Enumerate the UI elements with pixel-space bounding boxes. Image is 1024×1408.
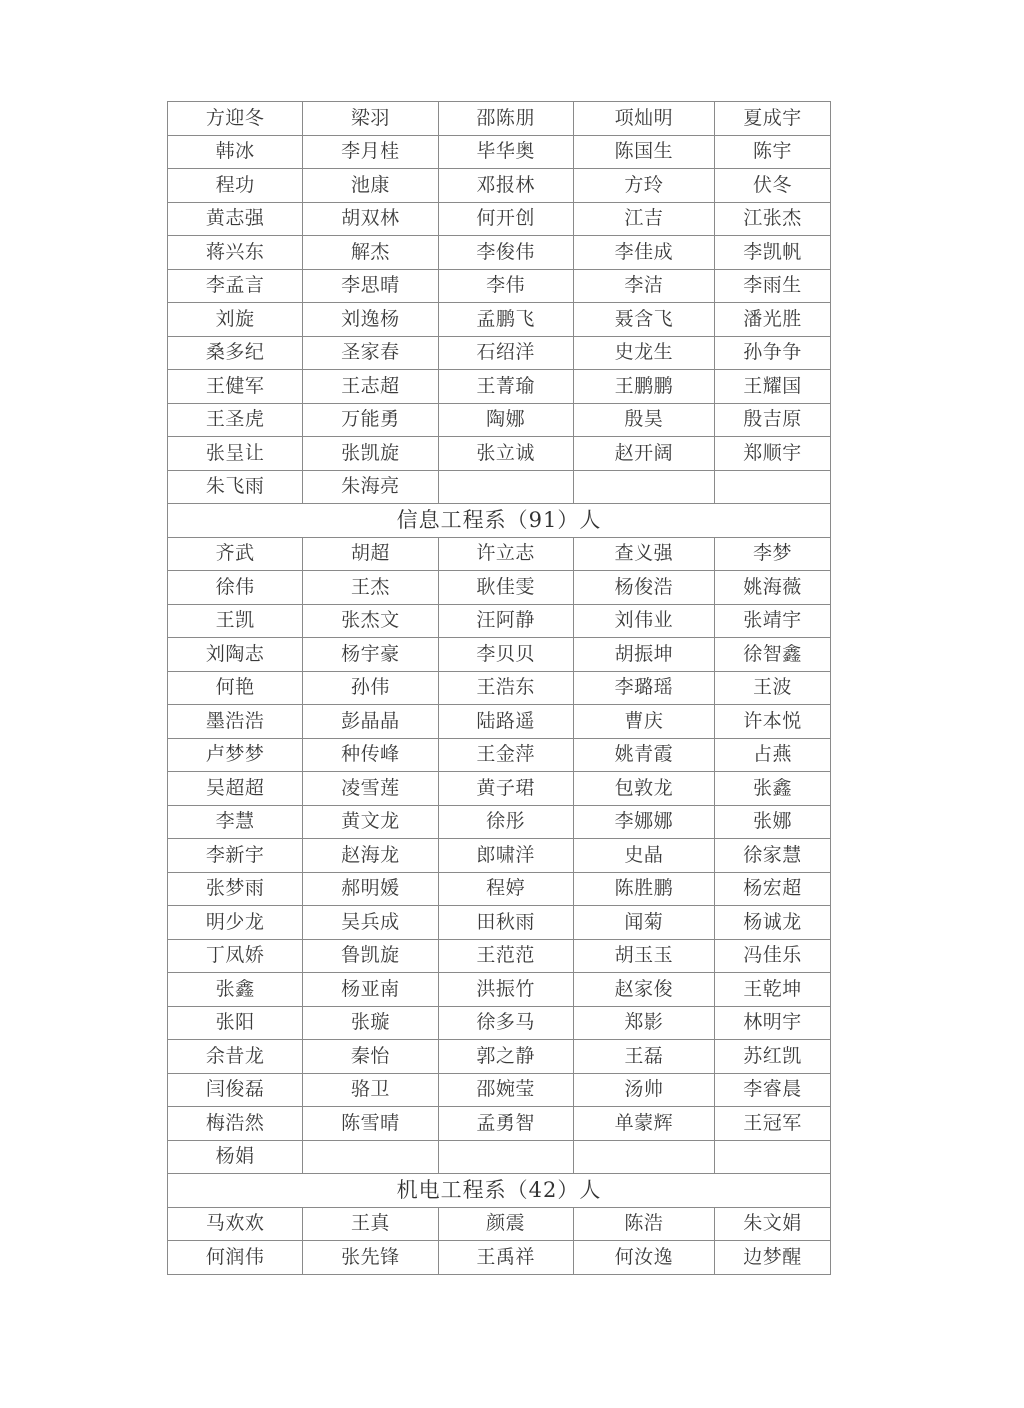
name-cell: 李睿晨 bbox=[714, 1073, 830, 1107]
name-cell: 颜震 bbox=[438, 1207, 573, 1241]
name-cell: 王凯 bbox=[168, 604, 303, 638]
name-cell: 耿佳雯 bbox=[438, 571, 573, 605]
name-cell: 陶娜 bbox=[438, 403, 573, 437]
name-cell: 孙争争 bbox=[714, 336, 830, 370]
name-cell: 张靖宇 bbox=[714, 604, 830, 638]
name-cell: 殷吉原 bbox=[714, 403, 830, 437]
name-cell: 王圣虎 bbox=[168, 403, 303, 437]
name-cell: 孟鹏飞 bbox=[438, 303, 573, 337]
name-cell: 张立诚 bbox=[438, 437, 573, 471]
table-row bbox=[168, 470, 831, 504]
name-cell: 许本悦 bbox=[714, 705, 830, 739]
name-cell: 张呈让 bbox=[168, 437, 303, 471]
roster-body bbox=[168, 102, 831, 1275]
name-cell: 王志超 bbox=[303, 370, 438, 404]
table-row bbox=[168, 403, 831, 437]
name-cell: 苏红凯 bbox=[714, 1040, 830, 1074]
name-cell: 杨宏超 bbox=[714, 872, 830, 906]
name-cell: 江张杰 bbox=[714, 202, 830, 236]
name-cell: 赵海龙 bbox=[303, 839, 438, 873]
name-cell: 陈国生 bbox=[573, 135, 714, 169]
name-cell: 江吉 bbox=[573, 202, 714, 236]
name-cell: 邓报林 bbox=[438, 169, 573, 203]
name-cell: 李梦 bbox=[714, 537, 830, 571]
name-cell: 鲁凯旋 bbox=[303, 939, 438, 973]
name-cell: 李慧 bbox=[168, 805, 303, 839]
name-cell: 李洁 bbox=[573, 269, 714, 303]
name-cell: 汪阿静 bbox=[438, 604, 573, 638]
table-row bbox=[168, 973, 831, 1007]
name-cell: 王范范 bbox=[438, 939, 573, 973]
name-cell: 闫俊磊 bbox=[168, 1073, 303, 1107]
empty-cell bbox=[714, 1140, 830, 1174]
empty-cell bbox=[438, 1140, 573, 1174]
name-cell: 胡振坤 bbox=[573, 638, 714, 672]
name-cell: 汤帅 bbox=[573, 1073, 714, 1107]
table-row bbox=[168, 236, 831, 270]
name-cell: 梅浩然 bbox=[168, 1107, 303, 1141]
name-cell: 陈宇 bbox=[714, 135, 830, 169]
name-cell: 种传峰 bbox=[303, 738, 438, 772]
name-cell: 圣家春 bbox=[303, 336, 438, 370]
name-cell: 杨诚龙 bbox=[714, 906, 830, 940]
name-cell: 张鑫 bbox=[714, 772, 830, 806]
name-cell: 郝明媛 bbox=[303, 872, 438, 906]
name-cell: 占燕 bbox=[714, 738, 830, 772]
name-cell: 吴兵成 bbox=[303, 906, 438, 940]
name-cell: 马欢欢 bbox=[168, 1207, 303, 1241]
table-row bbox=[168, 1073, 831, 1107]
name-cell: 夏成宇 bbox=[714, 102, 830, 136]
table-row bbox=[168, 638, 831, 672]
name-cell: 程功 bbox=[168, 169, 303, 203]
name-cell: 胡玉玉 bbox=[573, 939, 714, 973]
name-cell: 张杰文 bbox=[303, 604, 438, 638]
name-cell: 池康 bbox=[303, 169, 438, 203]
name-cell: 毕华奥 bbox=[438, 135, 573, 169]
name-cell: 徐多马 bbox=[438, 1006, 573, 1040]
table-row bbox=[168, 102, 831, 136]
name-cell: 桑多纪 bbox=[168, 336, 303, 370]
name-cell: 邵婉莹 bbox=[438, 1073, 573, 1107]
name-cell: 李佳成 bbox=[573, 236, 714, 270]
name-cell: 李娜娜 bbox=[573, 805, 714, 839]
empty-cell bbox=[714, 470, 830, 504]
name-cell: 王真 bbox=[303, 1207, 438, 1241]
name-cell: 骆卫 bbox=[303, 1073, 438, 1107]
table-row bbox=[168, 269, 831, 303]
name-cell: 洪振竹 bbox=[438, 973, 573, 1007]
name-cell: 明少龙 bbox=[168, 906, 303, 940]
table-row bbox=[168, 303, 831, 337]
name-cell: 何润伟 bbox=[168, 1241, 303, 1275]
name-cell: 郎啸洋 bbox=[438, 839, 573, 873]
table-row bbox=[168, 169, 831, 203]
name-cell: 李璐瑶 bbox=[573, 671, 714, 705]
name-cell: 聂含飞 bbox=[573, 303, 714, 337]
name-cell: 丁凤娇 bbox=[168, 939, 303, 973]
name-cell: 王健军 bbox=[168, 370, 303, 404]
section-header-row bbox=[168, 504, 831, 538]
name-cell: 孟勇智 bbox=[438, 1107, 573, 1141]
name-cell: 徐伟 bbox=[168, 571, 303, 605]
name-cell: 陆路遥 bbox=[438, 705, 573, 739]
table-row bbox=[168, 537, 831, 571]
table-row bbox=[168, 571, 831, 605]
name-cell: 黄志强 bbox=[168, 202, 303, 236]
name-cell: 王磊 bbox=[573, 1040, 714, 1074]
name-cell: 项灿明 bbox=[573, 102, 714, 136]
table-row bbox=[168, 1040, 831, 1074]
table-row bbox=[168, 202, 831, 236]
name-cell: 王金萍 bbox=[438, 738, 573, 772]
name-cell: 杨娟 bbox=[168, 1140, 303, 1174]
table-row bbox=[168, 906, 831, 940]
roster-table bbox=[167, 101, 831, 1275]
name-cell: 杨俊浩 bbox=[573, 571, 714, 605]
name-cell: 姚青霞 bbox=[573, 738, 714, 772]
section-title: 信息工程系（91）人 bbox=[168, 504, 831, 538]
name-cell: 李贝贝 bbox=[438, 638, 573, 672]
name-cell: 徐家慧 bbox=[714, 839, 830, 873]
table-row bbox=[168, 805, 831, 839]
name-cell: 孙伟 bbox=[303, 671, 438, 705]
name-cell: 彭晶晶 bbox=[303, 705, 438, 739]
name-cell: 陈胜鹏 bbox=[573, 872, 714, 906]
name-cell: 王杰 bbox=[303, 571, 438, 605]
name-cell: 方迎冬 bbox=[168, 102, 303, 136]
name-cell: 徐智鑫 bbox=[714, 638, 830, 672]
name-cell: 王耀国 bbox=[714, 370, 830, 404]
name-cell: 李俊伟 bbox=[438, 236, 573, 270]
name-cell: 闻菊 bbox=[573, 906, 714, 940]
name-cell: 郑影 bbox=[573, 1006, 714, 1040]
name-cell: 齐武 bbox=[168, 537, 303, 571]
name-cell: 曹庆 bbox=[573, 705, 714, 739]
name-cell: 史龙生 bbox=[573, 336, 714, 370]
name-cell: 张鑫 bbox=[168, 973, 303, 1007]
name-cell: 李月桂 bbox=[303, 135, 438, 169]
name-cell: 胡超 bbox=[303, 537, 438, 571]
table-row bbox=[168, 1006, 831, 1040]
name-cell: 蒋兴东 bbox=[168, 236, 303, 270]
empty-cell bbox=[573, 1140, 714, 1174]
name-cell: 赵家俊 bbox=[573, 973, 714, 1007]
name-cell: 李新宇 bbox=[168, 839, 303, 873]
name-cell: 韩冰 bbox=[168, 135, 303, 169]
name-cell: 张梦雨 bbox=[168, 872, 303, 906]
name-cell: 邵陈朋 bbox=[438, 102, 573, 136]
name-cell: 郭之静 bbox=[438, 1040, 573, 1074]
name-cell: 李思晴 bbox=[303, 269, 438, 303]
name-cell: 郑顺宇 bbox=[714, 437, 830, 471]
table-row bbox=[168, 772, 831, 806]
name-cell: 刘旋 bbox=[168, 303, 303, 337]
table-row bbox=[168, 671, 831, 705]
table-row bbox=[168, 336, 831, 370]
name-cell: 解杰 bbox=[303, 236, 438, 270]
name-cell: 万能勇 bbox=[303, 403, 438, 437]
name-cell: 朱海亮 bbox=[303, 470, 438, 504]
name-cell: 黄子珺 bbox=[438, 772, 573, 806]
name-cell: 卢梦梦 bbox=[168, 738, 303, 772]
name-cell: 张璇 bbox=[303, 1006, 438, 1040]
name-cell: 张凯旋 bbox=[303, 437, 438, 471]
name-cell: 墨浩浩 bbox=[168, 705, 303, 739]
table-row bbox=[168, 1107, 831, 1141]
section-header-row bbox=[168, 1174, 831, 1208]
name-cell: 何艳 bbox=[168, 671, 303, 705]
name-cell: 王菁瑜 bbox=[438, 370, 573, 404]
name-cell: 李孟言 bbox=[168, 269, 303, 303]
name-cell: 张阳 bbox=[168, 1006, 303, 1040]
name-cell: 李雨生 bbox=[714, 269, 830, 303]
table-row bbox=[168, 437, 831, 471]
name-cell: 王波 bbox=[714, 671, 830, 705]
name-cell: 林明宇 bbox=[714, 1006, 830, 1040]
name-cell: 杨亚南 bbox=[303, 973, 438, 1007]
name-cell: 吴超超 bbox=[168, 772, 303, 806]
table-row bbox=[168, 1241, 831, 1275]
name-cell: 胡双林 bbox=[303, 202, 438, 236]
name-cell: 姚海薇 bbox=[714, 571, 830, 605]
name-cell: 冯佳乐 bbox=[714, 939, 830, 973]
name-cell: 石绍洋 bbox=[438, 336, 573, 370]
name-cell: 李伟 bbox=[438, 269, 573, 303]
name-cell: 王冠军 bbox=[714, 1107, 830, 1141]
name-cell: 潘光胜 bbox=[714, 303, 830, 337]
empty-cell bbox=[573, 470, 714, 504]
table-row bbox=[168, 705, 831, 739]
name-cell: 李凯帆 bbox=[714, 236, 830, 270]
name-cell: 伏冬 bbox=[714, 169, 830, 203]
name-cell: 刘伟业 bbox=[573, 604, 714, 638]
table-row bbox=[168, 872, 831, 906]
table-row bbox=[168, 1207, 831, 1241]
table-row bbox=[168, 839, 831, 873]
name-cell: 王浩东 bbox=[438, 671, 573, 705]
name-cell: 杨宇豪 bbox=[303, 638, 438, 672]
name-cell: 刘逸杨 bbox=[303, 303, 438, 337]
name-cell: 凌雪莲 bbox=[303, 772, 438, 806]
name-cell: 史晶 bbox=[573, 839, 714, 873]
name-cell: 梁羽 bbox=[303, 102, 438, 136]
name-cell: 徐彤 bbox=[438, 805, 573, 839]
name-cell: 查义强 bbox=[573, 537, 714, 571]
name-cell: 黄文龙 bbox=[303, 805, 438, 839]
name-cell: 陈浩 bbox=[573, 1207, 714, 1241]
name-cell: 赵开阔 bbox=[573, 437, 714, 471]
name-cell: 朱文娟 bbox=[714, 1207, 830, 1241]
roster-sheet bbox=[167, 101, 831, 1275]
name-cell: 王乾坤 bbox=[714, 973, 830, 1007]
empty-cell bbox=[438, 470, 573, 504]
name-cell: 刘陶志 bbox=[168, 638, 303, 672]
name-cell: 何开创 bbox=[438, 202, 573, 236]
table-row bbox=[168, 939, 831, 973]
name-cell: 程婷 bbox=[438, 872, 573, 906]
name-cell: 许立志 bbox=[438, 537, 573, 571]
name-cell: 陈雪晴 bbox=[303, 1107, 438, 1141]
table-row bbox=[168, 370, 831, 404]
name-cell: 朱飞雨 bbox=[168, 470, 303, 504]
section-title: 机电工程系（42）人 bbox=[168, 1174, 831, 1208]
table-row bbox=[168, 135, 831, 169]
name-cell: 殷昊 bbox=[573, 403, 714, 437]
name-cell: 张先锋 bbox=[303, 1241, 438, 1275]
table-row bbox=[168, 604, 831, 638]
name-cell: 余昔龙 bbox=[168, 1040, 303, 1074]
name-cell: 秦怡 bbox=[303, 1040, 438, 1074]
name-cell: 单蒙辉 bbox=[573, 1107, 714, 1141]
name-cell: 张娜 bbox=[714, 805, 830, 839]
name-cell: 方玲 bbox=[573, 169, 714, 203]
name-cell: 包敦龙 bbox=[573, 772, 714, 806]
table-row bbox=[168, 738, 831, 772]
name-cell: 王鹏鹏 bbox=[573, 370, 714, 404]
empty-cell bbox=[303, 1140, 438, 1174]
name-cell: 王禹祥 bbox=[438, 1241, 573, 1275]
name-cell: 边梦醒 bbox=[714, 1241, 830, 1275]
name-cell: 田秋雨 bbox=[438, 906, 573, 940]
name-cell: 何汝逸 bbox=[573, 1241, 714, 1275]
table-row bbox=[168, 1140, 831, 1174]
